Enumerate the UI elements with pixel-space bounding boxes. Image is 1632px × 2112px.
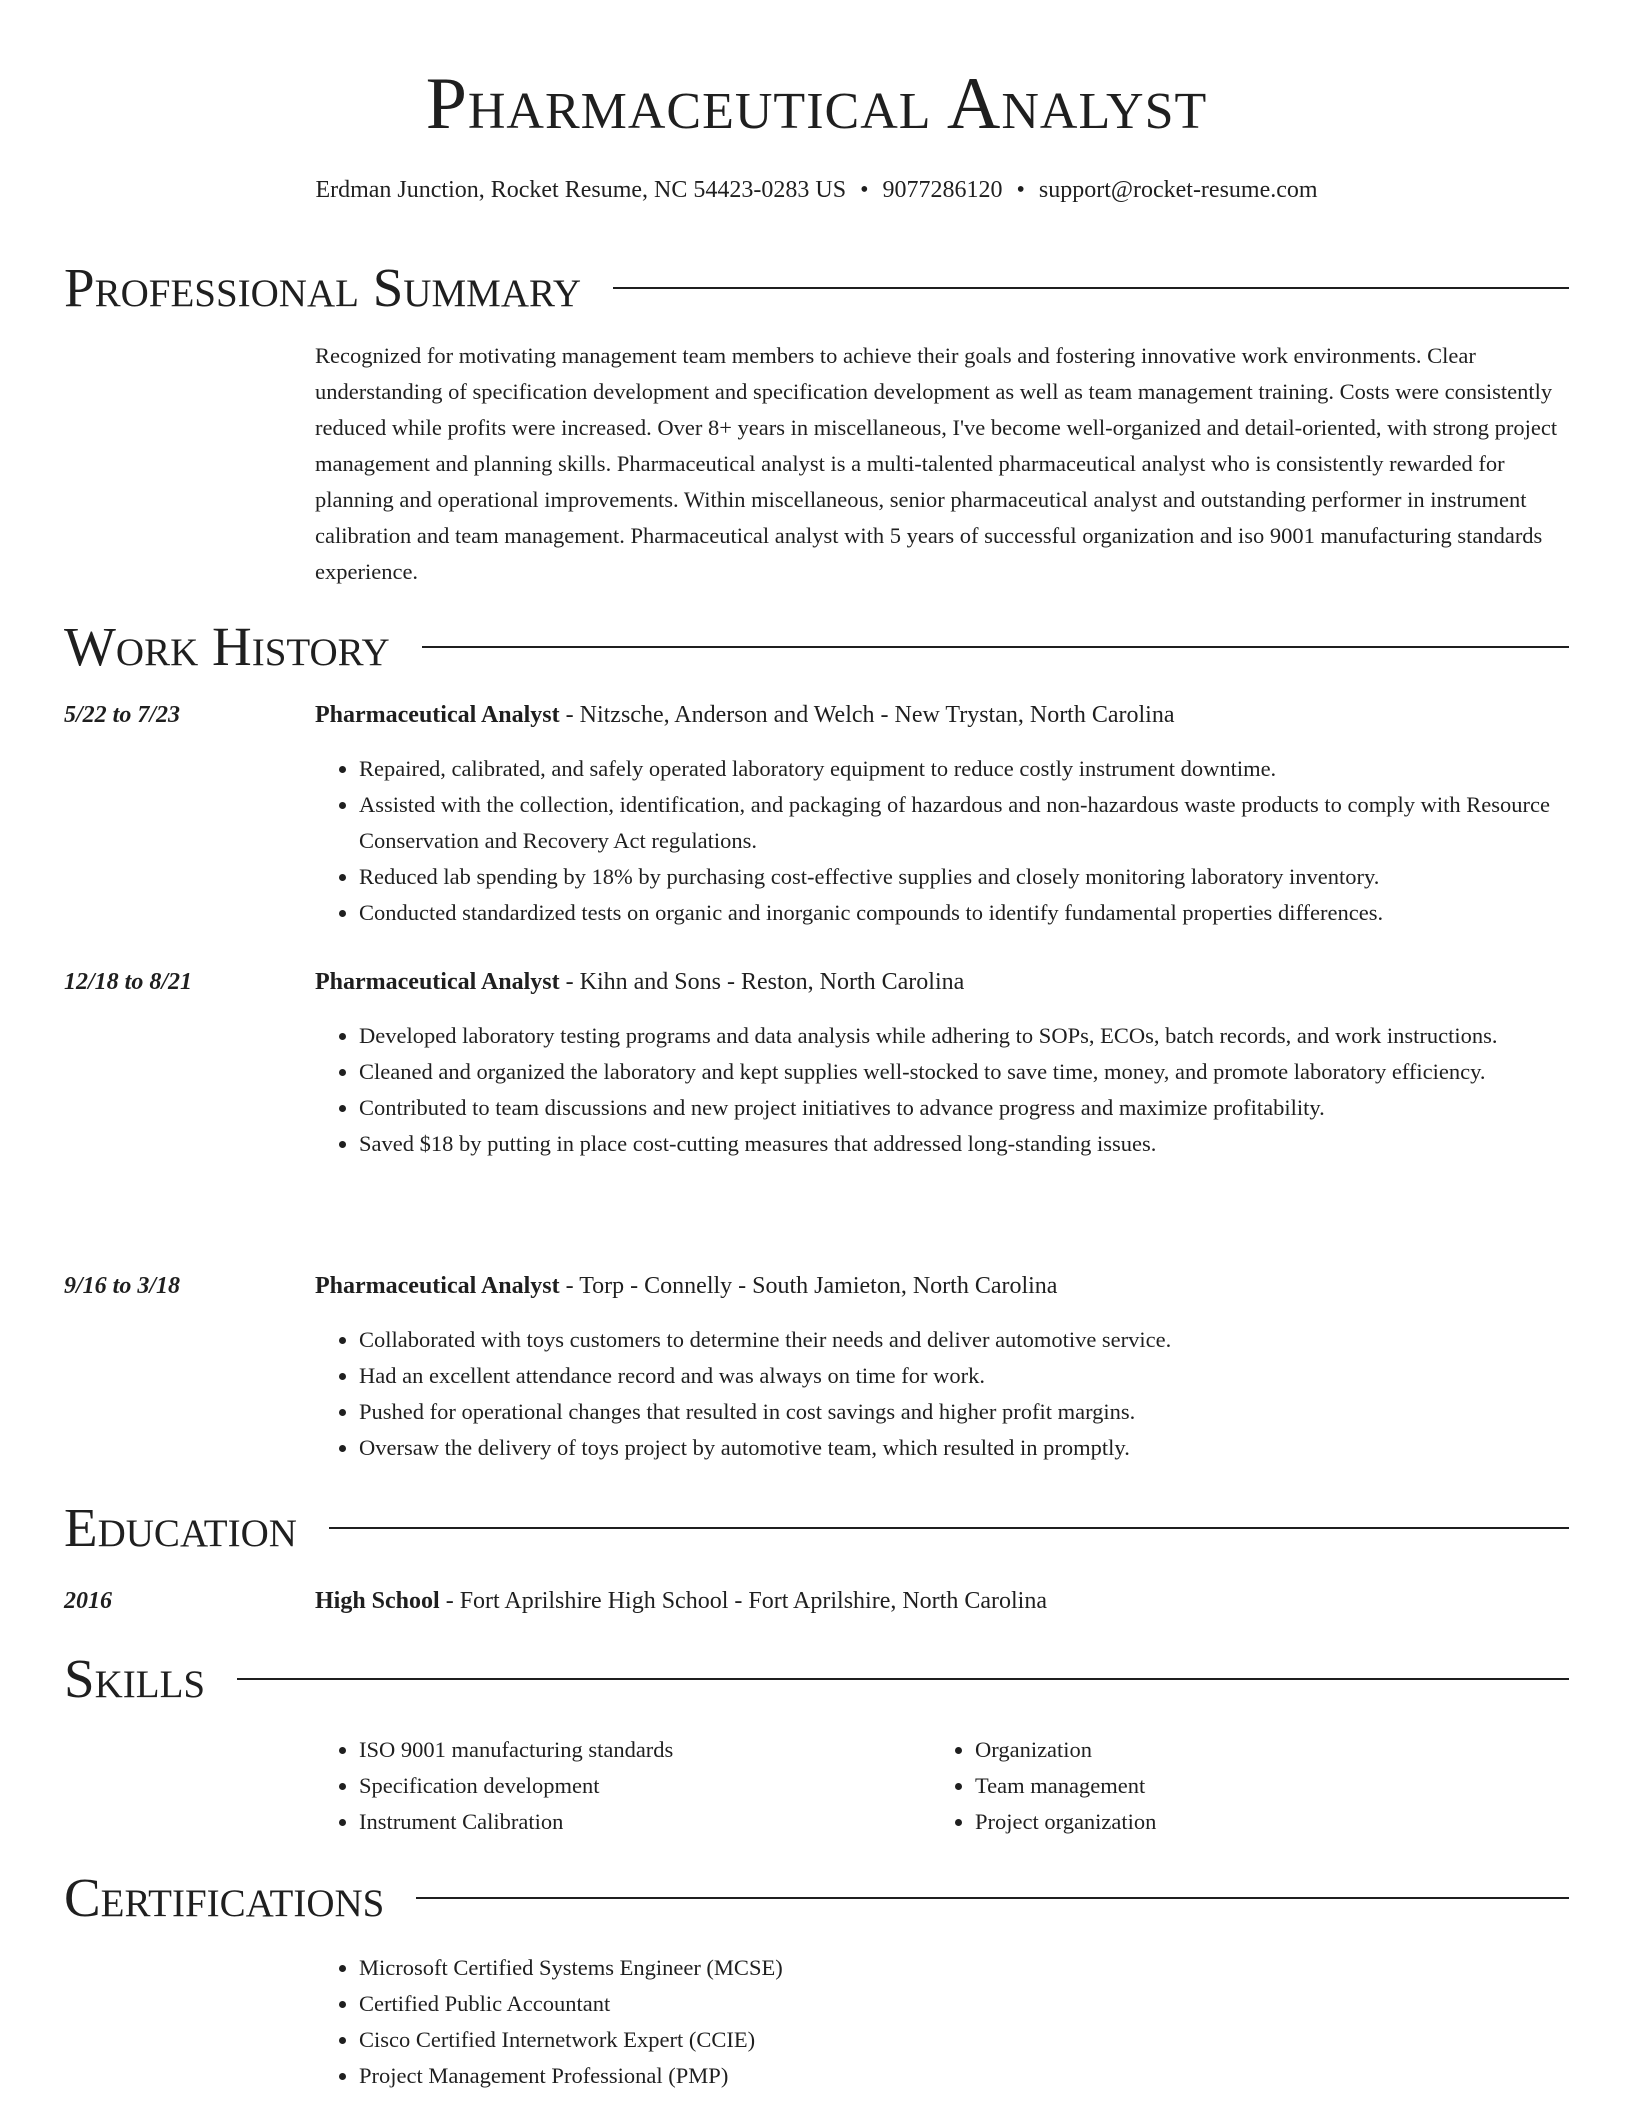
job-bullet: • Repaired, calibrated, and safely operated laboratory equipment to reduce costly instrument downtime.	[359, 751, 1569, 787]
job-bullet: • Oversaw the delivery of toys project by automotive team, which resulted in promptly.	[359, 1430, 1569, 1466]
section-title: Work History	[64, 616, 390, 677]
job-title-line	[315, 964, 1569, 1000]
certification-item: • Microsoft Certified Systems Engineer (MCSE)	[359, 1950, 1569, 1986]
certification-item: • Certified Public Accountant	[359, 1986, 1569, 2022]
job-bullet: • Cleaned and organized the laboratory and kept supplies well-stocked to save time, money, and promote laboratory efficiency.	[359, 1054, 1569, 1090]
job-details: - Nitzsche, Anderson and Welch - New Trystan, North Carolina	[559, 702, 1175, 728]
job-bullets	[315, 1322, 1569, 1466]
certification-item: • Project Management Professional (PMP)	[359, 2058, 1569, 2094]
skill-item: • Project organization	[975, 1804, 1569, 1840]
job-bullet: • Conducted standardized tests on organic and inorganic compounds to identify fundamental properties differences.	[359, 895, 1569, 931]
job-bullet: • Contributed to team discussions and new project initiatives to advance progress and maximize profitability.	[359, 1090, 1569, 1126]
job-role: Pharmaceutical Analyst	[315, 702, 560, 728]
education-details: - Fort Aprilshire High School - Fort Aprilshire, North Carolina	[439, 1588, 1047, 1614]
section-title: Professional Summary	[64, 257, 582, 318]
job-bullet: • Developed laboratory testing programs and data analysis while adhering to SOPs, ECOs, batch records, and work instructions.	[359, 1018, 1569, 1054]
section-heading-skills	[64, 1647, 1569, 1711]
job-details: - Torp - Connelly - South Jamieton, North Carolina	[559, 1273, 1058, 1299]
education-line	[315, 1583, 1569, 1619]
skills-list-right	[931, 1732, 1569, 1840]
certification-item: • Cisco Certified Internetwork Expert (CCIE)	[359, 2022, 1569, 2058]
phone: 9077286120	[882, 177, 1003, 203]
job-bullet: • Pushed for operational changes that resulted in cost savings and higher profit margins.	[359, 1394, 1569, 1430]
skill-item: • Instrument Calibration	[359, 1804, 931, 1840]
section-divider	[329, 1527, 1569, 1529]
job-role: Pharmaceutical Analyst	[315, 1273, 560, 1299]
summary-text: Recognized for motivating management team members to achieve their goals and fostering innovative work environments. Clear understanding of specification development and specification development as well as team management training. Costs were consistently reduced while profits were increased. Over 8+ years in miscellaneous, I've become well-organized and detail-oriented, with strong project management and planning skills. Pharmaceutical analyst is a multi-talented pharmaceutical analyst who is consistently rewarded for planning and operational improvements. Within miscellaneous, senior pharmaceutical analyst and outstanding performer in instrument calibration and team management. Pharmaceutical analyst with 5 years of successful organization and iso 9001 manufacturing standards experience.	[315, 343, 1558, 584]
job-title-line	[315, 1268, 1569, 1304]
section-title: Skills	[64, 1648, 206, 1709]
section-divider	[422, 646, 1569, 648]
separator: •	[860, 177, 869, 203]
job-role: Pharmaceutical Analyst	[315, 969, 560, 995]
job-bullet: • Had an excellent attendance record and was always on time for work.	[359, 1358, 1569, 1394]
section-heading-certifications	[64, 1866, 1569, 1930]
job-dates: 9/16 to 3/18	[64, 1273, 181, 1299]
separator: •	[1016, 177, 1025, 203]
section-title: Certifications	[64, 1867, 385, 1928]
section-divider	[613, 287, 1569, 289]
job-bullet: • Collaborated with toys customers to determine their needs and deliver automotive service.	[359, 1322, 1569, 1358]
skill-item: • Organization	[975, 1732, 1569, 1768]
section-divider	[237, 1678, 1569, 1680]
skill-item: • Specification development	[359, 1768, 931, 1804]
email: support@rocket-resume.com	[1038, 177, 1318, 203]
job-bullets	[315, 1018, 1569, 1162]
job-bullet: • Reduced lab spending by 18% by purchasing cost-effective supplies and closely monitoring laboratory inventory.	[359, 859, 1569, 895]
section-title: Education	[64, 1497, 297, 1558]
section-heading-work-history	[64, 615, 1569, 679]
address: Erdman Junction, Rocket Resume, NC 54423-0283 US	[315, 177, 847, 203]
resume-name: Pharmaceutical Analyst	[425, 63, 1208, 145]
skills-list-left	[315, 1732, 931, 1840]
job-dates: 12/18 to 8/21	[64, 969, 193, 995]
job-bullet: • Assisted with the collection, identification, and packaging of hazardous and non-hazardous waste products to comply with Resource Conservation and Recovery Act regulations.	[359, 787, 1569, 859]
skill-item: • ISO 9001 manufacturing standards	[359, 1732, 931, 1768]
job-details: - Kihn and Sons - Reston, North Carolina	[559, 969, 965, 995]
section-divider	[416, 1897, 1569, 1899]
education-degree: High School	[315, 1588, 440, 1614]
skill-item: • Team management	[975, 1768, 1569, 1804]
section-heading-education	[64, 1496, 1569, 1560]
job-dates: 5/22 to 7/23	[64, 702, 181, 728]
contact-line	[64, 173, 1569, 207]
section-heading-summary	[64, 256, 1569, 320]
certifications-list	[315, 1950, 1569, 2094]
job-bullets	[315, 751, 1569, 931]
education-year: 2016	[64, 1588, 112, 1614]
job-bullet: • Saved $18 by putting in place cost-cutting measures that addressed long-standing issues.	[359, 1126, 1569, 1162]
job-title-line	[315, 697, 1569, 733]
